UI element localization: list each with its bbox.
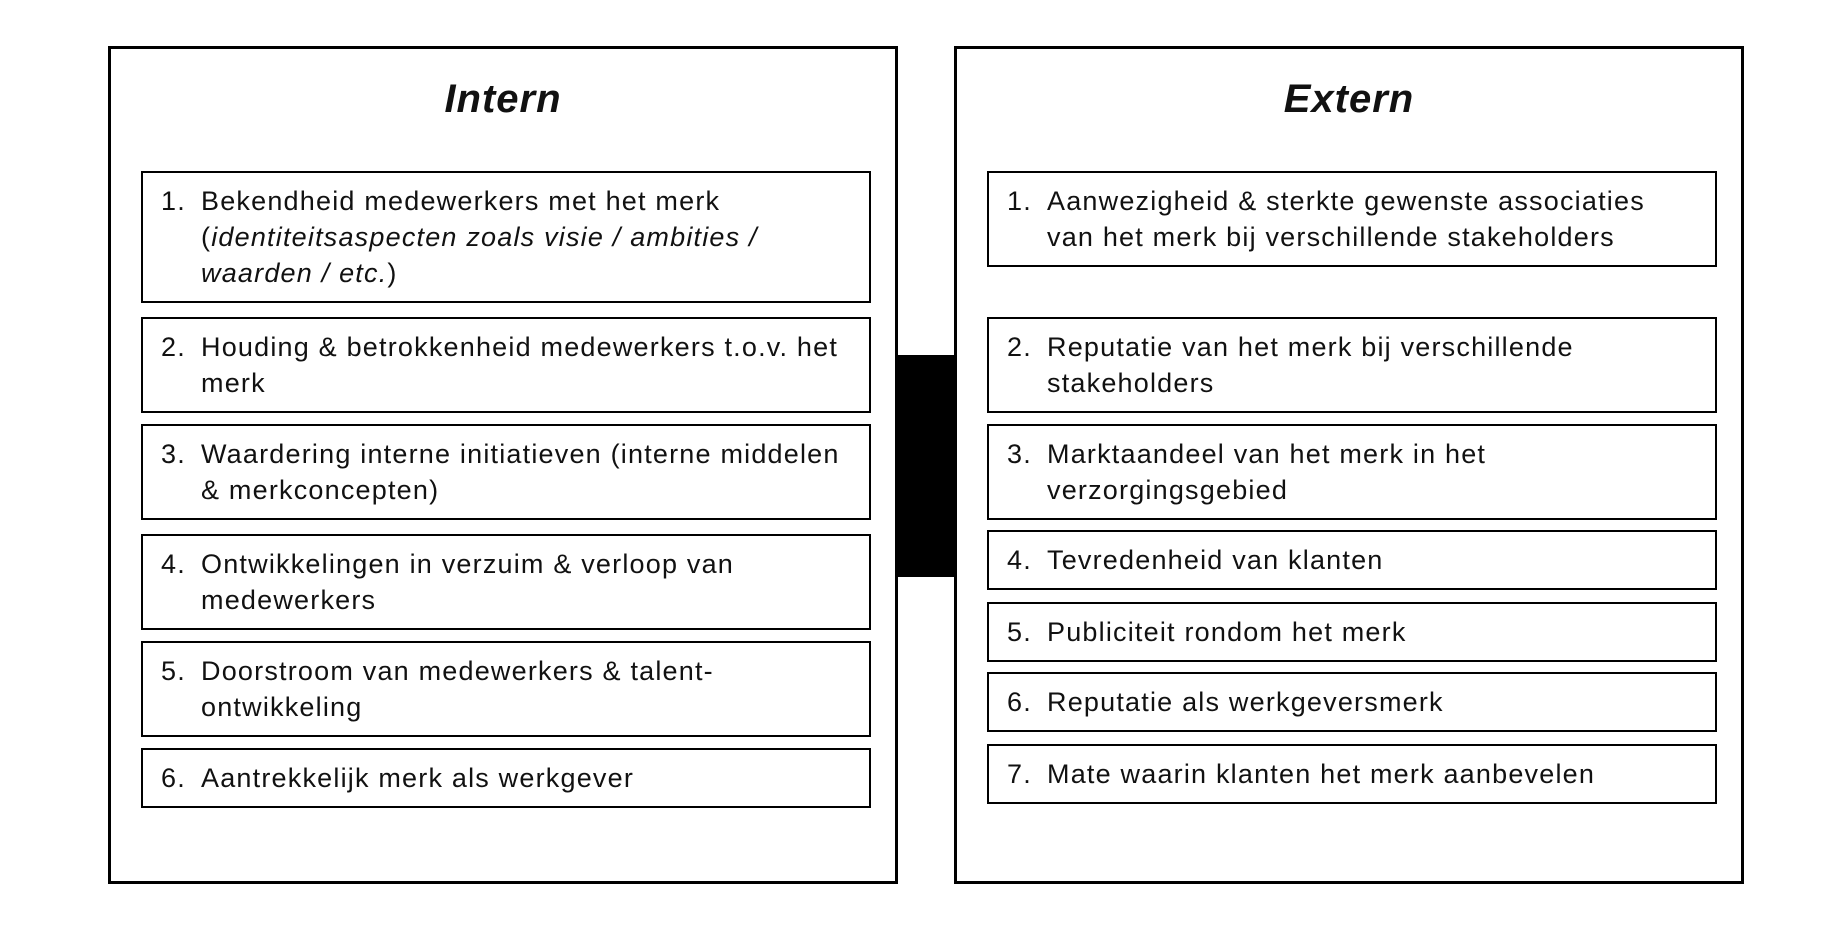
extern-item-7 — [987, 744, 1717, 804]
panel-connector — [898, 355, 954, 577]
extern-item-5-text: Publiciteit rondom het merk — [1047, 617, 1407, 647]
intern-item-6 — [141, 748, 871, 808]
extern-item-4-text: Tevredenheid van klanten — [1047, 545, 1384, 575]
extern-item-3-number: 3. — [1007, 439, 1032, 469]
intern-item-1-label: Bekendheid medewerkers met het merk — [201, 186, 721, 216]
extern-item-7-text: Mate waarin klanten het merk aanbevelen — [1047, 759, 1596, 789]
intern-item-6-number: 6. — [161, 763, 186, 793]
extern-item-5-number: 5. — [1007, 617, 1032, 647]
intern-item-2-text: Houding & betrokkenheid medewerkers t.o.v. het merk — [201, 332, 839, 398]
intern-item-4 — [141, 534, 871, 630]
extern-item-6-text: Reputatie als werkgeversmerk — [1047, 687, 1444, 717]
extern-item-6-number: 6. — [1007, 687, 1032, 717]
extern-item-2-text: Reputatie van het merk bij verschillende stakeholders — [1047, 332, 1574, 398]
extern-item-7-number: 7. — [1007, 759, 1032, 789]
extern-item-5 — [987, 602, 1717, 662]
extern-item-4 — [987, 530, 1717, 590]
intern-item-3 — [141, 424, 871, 520]
intern-item-5 — [141, 641, 871, 737]
intern-item-3-text: Waardering interne initiatieven (interne middelen & merkconcepten) — [201, 439, 840, 505]
intern-panel — [108, 46, 898, 884]
extern-item-3 — [987, 424, 1717, 520]
extern-item-2 — [987, 317, 1717, 413]
intern-item-5-text: Doorstroom van medewerkers & talent-ontwikkeling — [201, 656, 714, 722]
extern-item-2-number: 2. — [1007, 332, 1032, 362]
intern-item-4-number: 4. — [161, 549, 186, 579]
intern-item-2-number: 2. — [161, 332, 186, 362]
intern-item-2 — [141, 317, 871, 413]
intern-item-4-text: Ontwikkelingen in verzuim & verloop van medewerkers — [201, 549, 735, 615]
extern-panel — [954, 46, 1744, 884]
extern-item-1-number: 1. — [1007, 186, 1032, 216]
intern-item-1-open-paren: ( — [201, 222, 212, 252]
extern-item-3-text: Marktaandeel van het merk in het verzorgingsgebied — [1047, 439, 1487, 505]
intern-title: Intern — [444, 77, 562, 121]
extern-item-1 — [987, 171, 1717, 267]
intern-item-1-text — [201, 183, 853, 291]
extern-item-6 — [987, 672, 1717, 732]
intern-item-1-close-paren: ) — [387, 258, 398, 288]
extern-item-4-number: 4. — [1007, 545, 1032, 575]
intern-item-1 — [141, 171, 871, 303]
extern-title: Extern — [1283, 77, 1415, 121]
intern-item-6-text: Aantrekkelijk merk als werkgever — [201, 763, 635, 793]
intern-item-1-number: 1. — [161, 186, 186, 216]
intern-item-5-number: 5. — [161, 656, 186, 686]
extern-item-1-text: Aanwezigheid & sterkte gewenste associaties van het merk bij verschillende stakeholders — [1047, 186, 1645, 252]
intern-item-3-number: 3. — [161, 439, 186, 469]
intern-item-1-italic-note: identiteitsaspecten zoals visie / ambities / waarden / etc. — [201, 222, 758, 288]
